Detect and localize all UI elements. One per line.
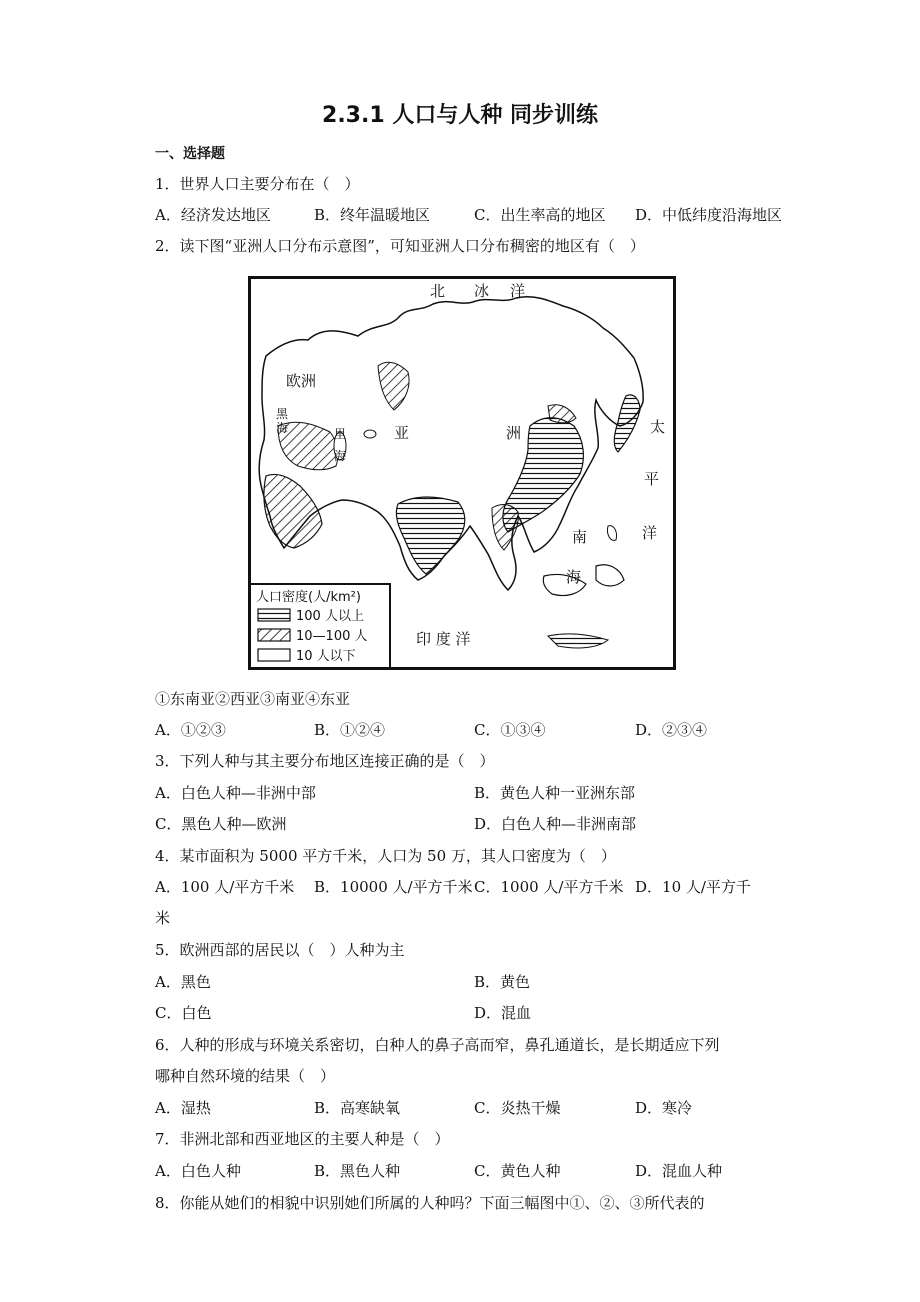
label-indian-ocean: 印 度 洋 (416, 630, 471, 648)
q1-option-a[interactable]: A．经济发达地区 (155, 206, 271, 224)
q2-option-b[interactable]: B．①②④ (314, 721, 386, 739)
label-caspian-1: 里 (334, 427, 347, 441)
page-title: 2.3.1 人口与人种 同步训练 (322, 103, 598, 128)
q5-option-d[interactable]: D．混血 (474, 1004, 532, 1022)
map-legend (250, 584, 390, 668)
q3-option-c[interactable]: C．黑色人种—欧洲 (155, 815, 287, 833)
question-6-stem-line2: 哪种自然环境的结果（ ） (155, 1067, 336, 1085)
q1-option-b[interactable]: B．终年温暖地区 (314, 206, 431, 224)
q4-option-c[interactable]: C．1000 人/平方千米 (474, 878, 624, 896)
q1-option-d[interactable]: D．中低纬度沿海地区 (635, 206, 783, 224)
label-black-sea-1: 黑 (276, 407, 289, 421)
q1-option-c[interactable]: C．出生率高的地区 (474, 206, 606, 224)
label-pacific-3: 洋 (642, 524, 658, 542)
q3-option-d[interactable]: D．白色人种—非洲南部 (474, 815, 637, 833)
q6-option-b[interactable]: B．高寒缺氧 (314, 1099, 401, 1117)
q7-option-c[interactable]: C．黄色人种 (474, 1162, 561, 1180)
q3-option-b[interactable]: B．黄色人种一亚洲东部 (474, 784, 636, 802)
label-pacific-2: 平 (644, 470, 660, 488)
q4-option-b[interactable]: B．10000 人/平方千米 (314, 878, 473, 896)
q5-option-a[interactable]: A．黑色 (155, 973, 211, 991)
label-asia-2: 洲 (506, 424, 522, 442)
question-1-stem: 1．世界人口主要分布在（ ） (155, 175, 360, 193)
q4-option-d-wrap: 米 (155, 909, 171, 927)
q6-option-c[interactable]: C．炎热干燥 (474, 1099, 561, 1117)
q7-option-d[interactable]: D．混血人种 (635, 1162, 723, 1180)
q6-option-d[interactable]: D．寒冷 (635, 1099, 693, 1117)
label-south-sea-2: 海 (566, 568, 582, 586)
question-2-stem: 2．读下图“亚洲人口分布示意图”，可知亚洲人口分布稠密的地区有（ ） (155, 237, 645, 255)
asia-population-map (248, 276, 676, 670)
legend-mid: 10—100 人 (296, 629, 368, 644)
label-europe: 欧洲 (286, 372, 317, 390)
q7-option-b[interactable]: B．黑色人种 (314, 1162, 401, 1180)
question-6-stem-line1: 6．人种的形成与环境关系密切，白种人的鼻子高而窄，鼻孔通道长，是长期适应下列 (155, 1036, 720, 1054)
question-3-stem: 3．下列人种与其主要分布地区连接正确的是（ ） (155, 752, 495, 770)
question-4-stem: 4．某市面积为 5000 平方千米，人口为 50 万，其人口密度为（ ） (155, 847, 616, 865)
label-arctic-2: 冰 (474, 282, 490, 300)
q5-option-c[interactable]: C．白色 (155, 1004, 212, 1022)
question-8-stem: 8．你能从她们的相貌中识别她们所属的人种吗？下面三幅图中①、②、③所代表的 (155, 1194, 705, 1212)
q2-option-d[interactable]: D．②③④ (635, 721, 708, 739)
q4-option-d[interactable]: D．10 人/平方千 (635, 878, 751, 896)
q6-option-a[interactable]: A．湿热 (155, 1099, 211, 1117)
legend-low: 10 人以下 (296, 649, 356, 664)
question-5-stem: 5．欧洲西部的居民以（ ）人种为主 (155, 941, 405, 959)
label-south-sea-1: 南 (572, 528, 588, 546)
q7-option-a[interactable]: A．白色人种 (155, 1162, 241, 1180)
label-caspian-2: 海 (334, 449, 347, 463)
question-2-items: ①东南亚②西亚③南亚④东亚 (155, 690, 351, 708)
legend-title: 人口密度(人/km²) (256, 590, 361, 605)
label-asia-1: 亚 (394, 424, 410, 442)
q3-option-a[interactable]: A．白色人种—非洲中部 (155, 784, 316, 802)
label-black-sea-2: 海 (276, 421, 289, 435)
label-arctic-1: 北 (430, 282, 446, 300)
label-arctic-3: 洋 (510, 282, 526, 300)
legend-high: 100 人以上 (296, 609, 364, 624)
q2-option-a[interactable]: A．①②③ (155, 721, 226, 739)
legend-swatch-low (258, 649, 290, 661)
legend-swatch-high (258, 609, 290, 621)
question-7-stem: 7．非洲北部和西亚地区的主要人种是（ ） (155, 1130, 450, 1148)
q4-option-a[interactable]: A．100 人/平方千米 (155, 878, 295, 896)
label-pacific-1: 太 (650, 418, 666, 436)
section-heading: 一、选择题 (155, 146, 225, 162)
legend-swatch-mid (258, 629, 290, 641)
q2-option-c[interactable]: C．①③④ (474, 721, 546, 739)
q5-option-b[interactable]: B．黄色 (474, 973, 531, 991)
